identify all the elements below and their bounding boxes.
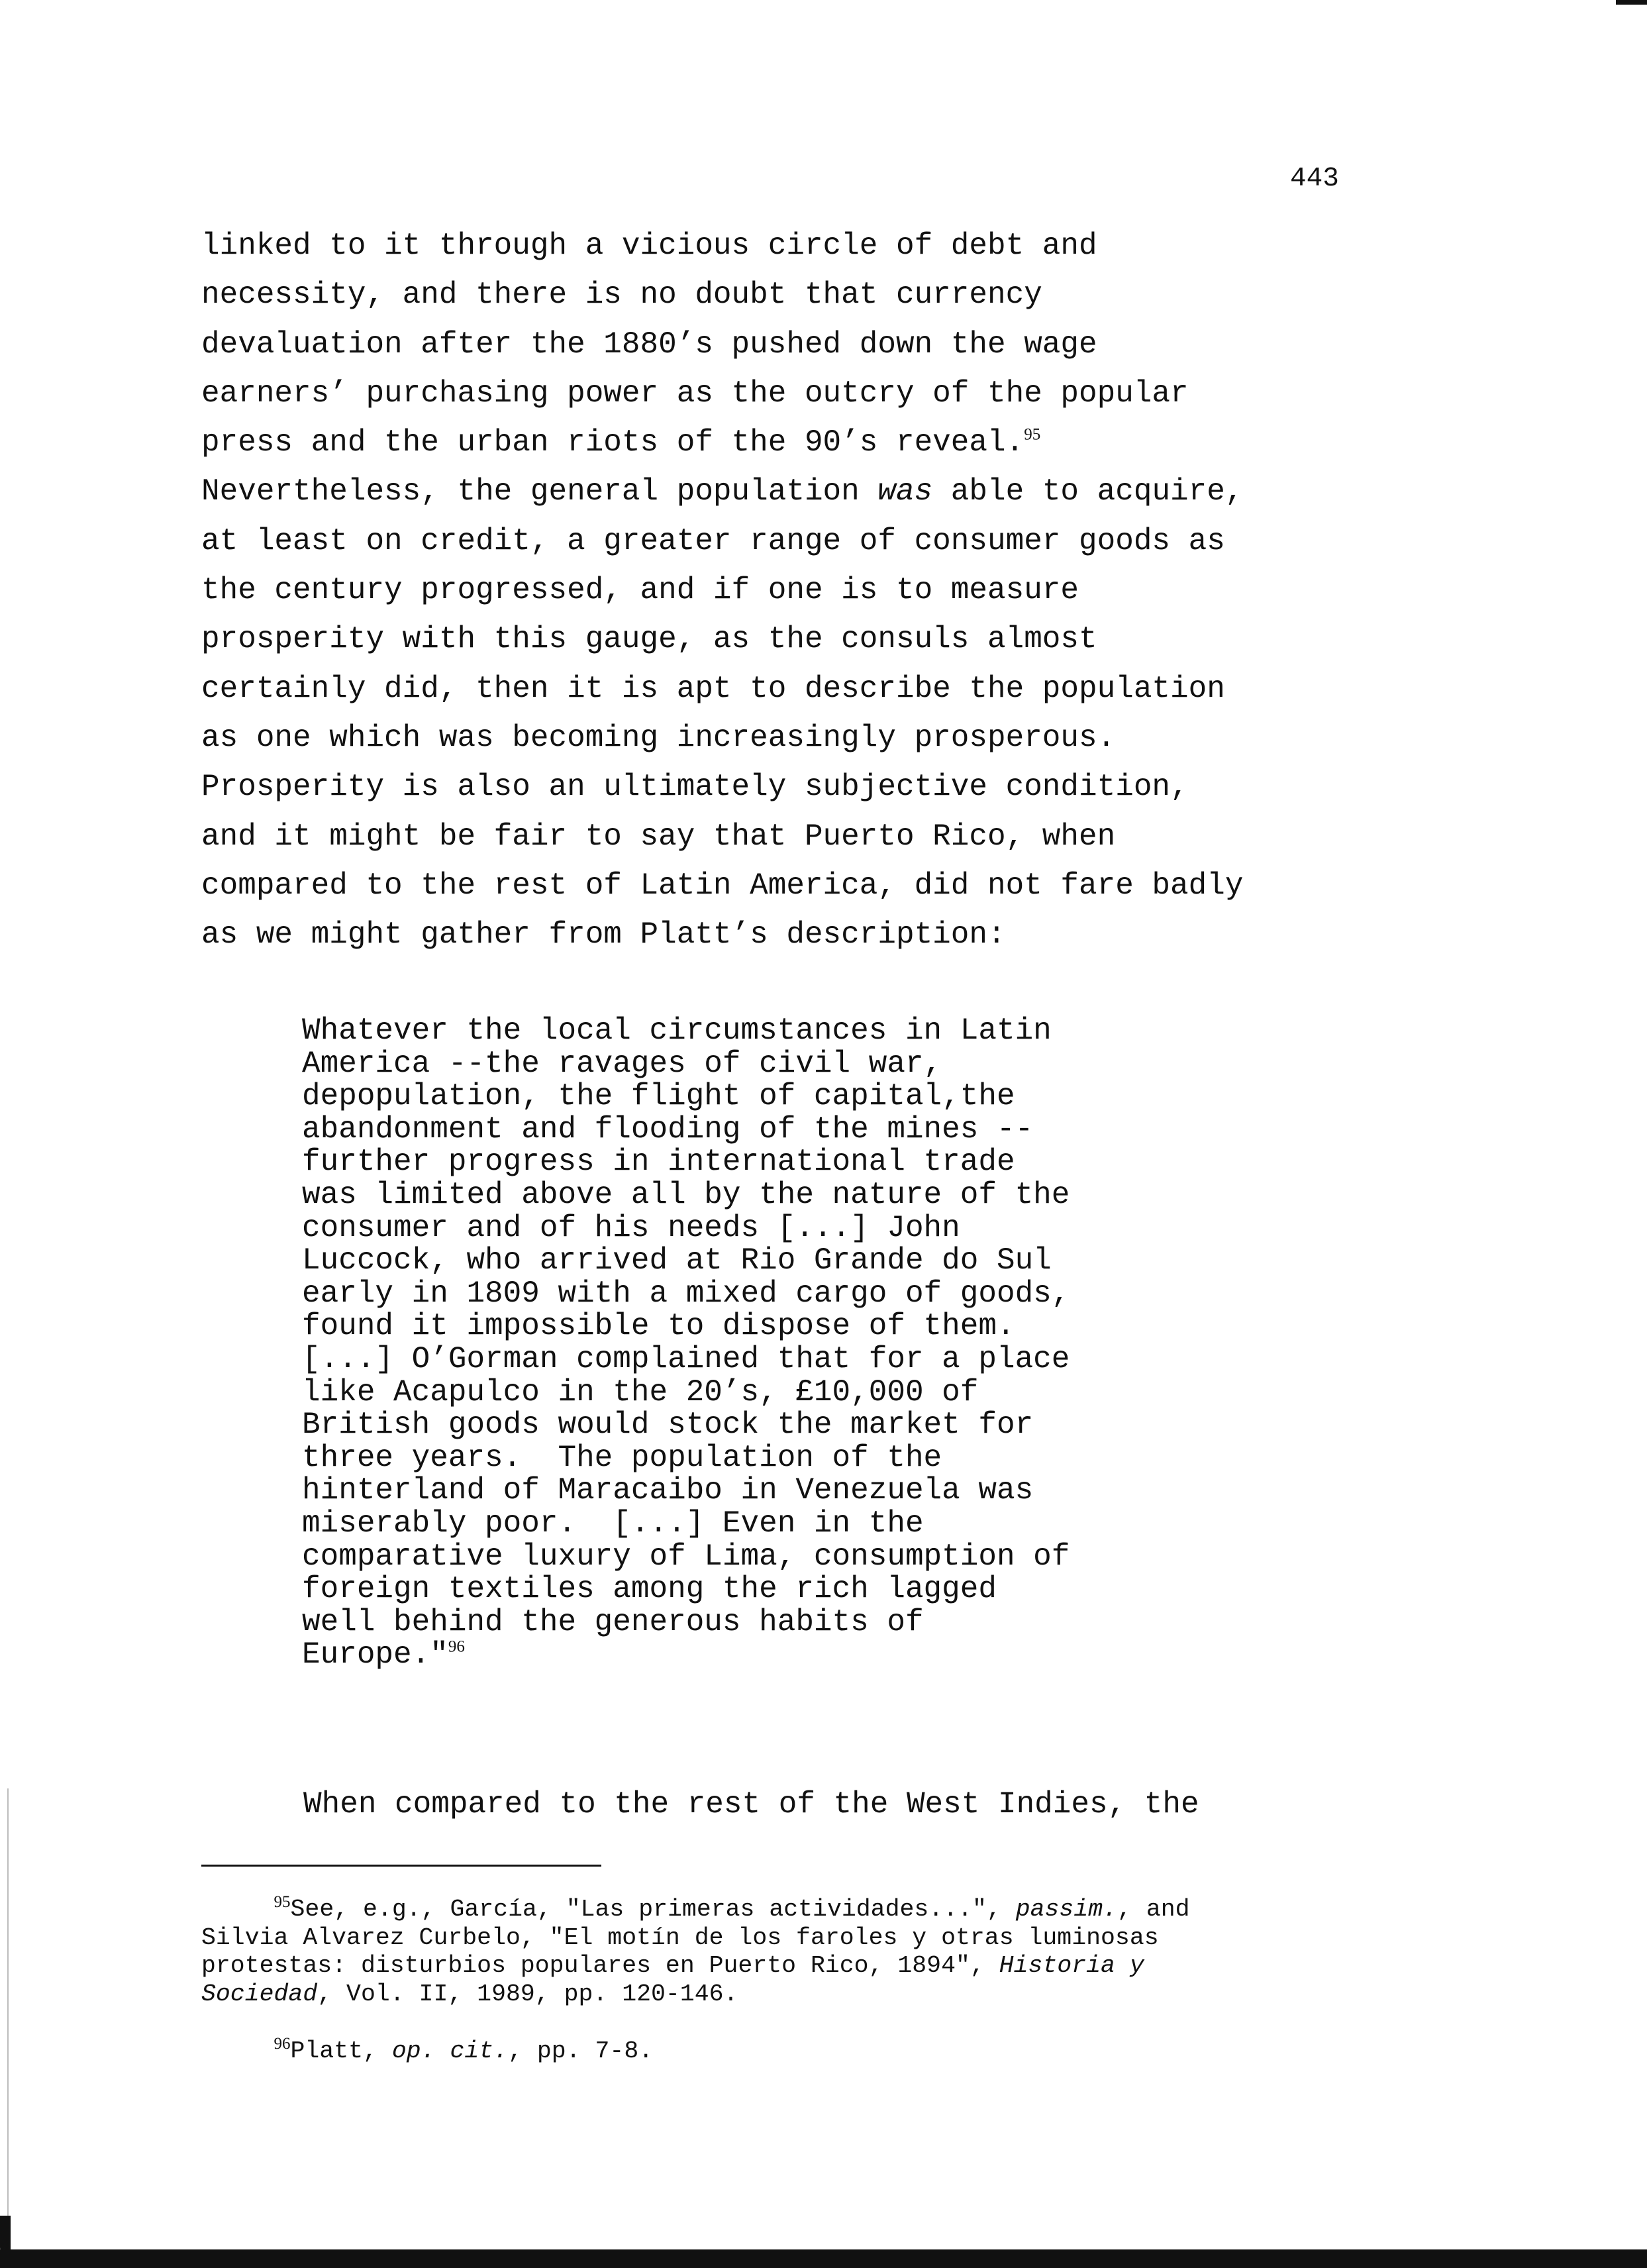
text-line: certainly did, then it is apt to describe the population — [201, 671, 1225, 706]
footnote-marker: 95 — [274, 1892, 291, 1911]
scan-edge-mark — [1616, 0, 1647, 5]
text-line: as we might gather from Platt’s description: — [201, 917, 1006, 953]
footnote-96 — [201, 2034, 1190, 2066]
footnote-text: Silvia Alvarez Curbelo, "El motín de los faroles y otras luminosas — [201, 1924, 1159, 1951]
quote-line: was limited above all by the nature of the — [302, 1177, 1070, 1212]
quote-line: comparative luxury of Lima, consumption of — [302, 1539, 1070, 1574]
scan-bottom-edge — [0, 2249, 1647, 2268]
footnote-ref-96[interactable]: 96 — [448, 1637, 465, 1656]
text-line: as one which was becoming increasingly prosperous. — [201, 720, 1116, 755]
quote-line: America --the ravages of civil war, — [302, 1046, 942, 1081]
quote-line: British goods would stock the market for — [302, 1408, 1034, 1443]
footnote-text: , and — [1117, 1896, 1190, 1923]
footnote-text: Platt, — [290, 2037, 392, 2065]
quote-line: further progress in international trade — [302, 1145, 1015, 1180]
text-line: the century progressed, and if one is to measure — [201, 573, 1079, 608]
quote-line: Whatever the local circumstances in Latin — [302, 1013, 1052, 1048]
emphasis-text: was — [877, 474, 933, 509]
quote-line: three years. The population of the — [302, 1440, 942, 1475]
footnote-divider — [201, 1865, 601, 1867]
quote-line: [...] O’Gorman complained that for a place — [302, 1341, 1070, 1376]
scan-margin-line — [7, 1788, 9, 2219]
text-line: prosperity with this gauge, as the consuls almost — [201, 622, 1097, 657]
text-line: press and the urban riots of the 90’s reveal. — [201, 425, 1024, 460]
quote-line: Luccock, who arrived at Rio Grande do Sul — [302, 1243, 1052, 1278]
quote-line: abandonment and flooding of the mines -- — [302, 1111, 1034, 1147]
body-paragraph-2 — [303, 1780, 1469, 1829]
page-number: 443 — [1290, 164, 1339, 194]
quote-line: found it impossible to dispose of them. — [302, 1309, 1015, 1344]
quote-line: like Acapulco in the 20’s, £10,000 of — [302, 1374, 979, 1410]
quote-line: miserably poor. [...] Even in the — [302, 1506, 924, 1541]
quote-line: depopulation, the flight of capital,the — [302, 1079, 1015, 1114]
quote-line: hinterland of Maracaibo in Venezuela was — [302, 1473, 1034, 1508]
quote-line: well behind the generous habits of — [302, 1604, 924, 1639]
text-line: linked to it through a vicious circle of debt and — [201, 229, 1097, 263]
text-line: compared to the rest of Latin America, did not fare badly — [201, 868, 1244, 903]
emphasis-text: passim. — [1015, 1896, 1118, 1923]
text-line: able to acquire, — [932, 474, 1244, 509]
quote-line: foreign textiles among the rich lagged — [302, 1572, 997, 1607]
body-paragraph-1 — [201, 221, 1367, 959]
text-line: and it might be fair to say that Puerto Rico, when — [201, 819, 1116, 854]
footnote-text: , Vol. II, 1989, pp. 120-146. — [317, 1980, 738, 2008]
quote-line: consumer and of his needs [...] John — [302, 1210, 960, 1245]
quote-line: Europe." — [302, 1637, 448, 1673]
block-quote — [302, 1015, 1070, 1672]
text-line: When compared to the rest of the West Indies, the — [303, 1787, 1199, 1822]
footnote-marker: 96 — [274, 2034, 291, 2053]
emphasis-text: Historia y — [999, 1952, 1144, 1979]
footnote-text: protestas: disturbios populares en Puerto Rico, 1894", — [201, 1952, 999, 1979]
text-line: Nevertheless, the general population — [201, 474, 878, 509]
footnote-text: , pp. 7-8. — [508, 2037, 654, 2065]
text-line: necessity, and there is no doubt that currency — [201, 278, 1042, 313]
text-line: earners’ purchasing power as the outcry of the popular — [201, 376, 1189, 411]
footnote-ref-95[interactable]: 95 — [1024, 425, 1041, 444]
emphasis-text: op. cit. — [391, 2037, 509, 2065]
text-line: Prosperity is also an ultimately subjective condition, — [201, 770, 1189, 805]
text-line: at least on credit, a greater range of consumer goods as — [201, 523, 1225, 558]
footnotes — [201, 1892, 1190, 2066]
emphasis-text: Sociedad — [201, 1980, 318, 2008]
footnote-95 — [201, 1892, 1190, 2008]
text-line: devaluation after the 1880’s pushed down the wage — [201, 327, 1097, 362]
footnote-text: See, e.g., García, "Las primeras actividades...", — [290, 1896, 1016, 1923]
quote-line: early in 1809 with a mixed cargo of goods, — [302, 1276, 1070, 1311]
